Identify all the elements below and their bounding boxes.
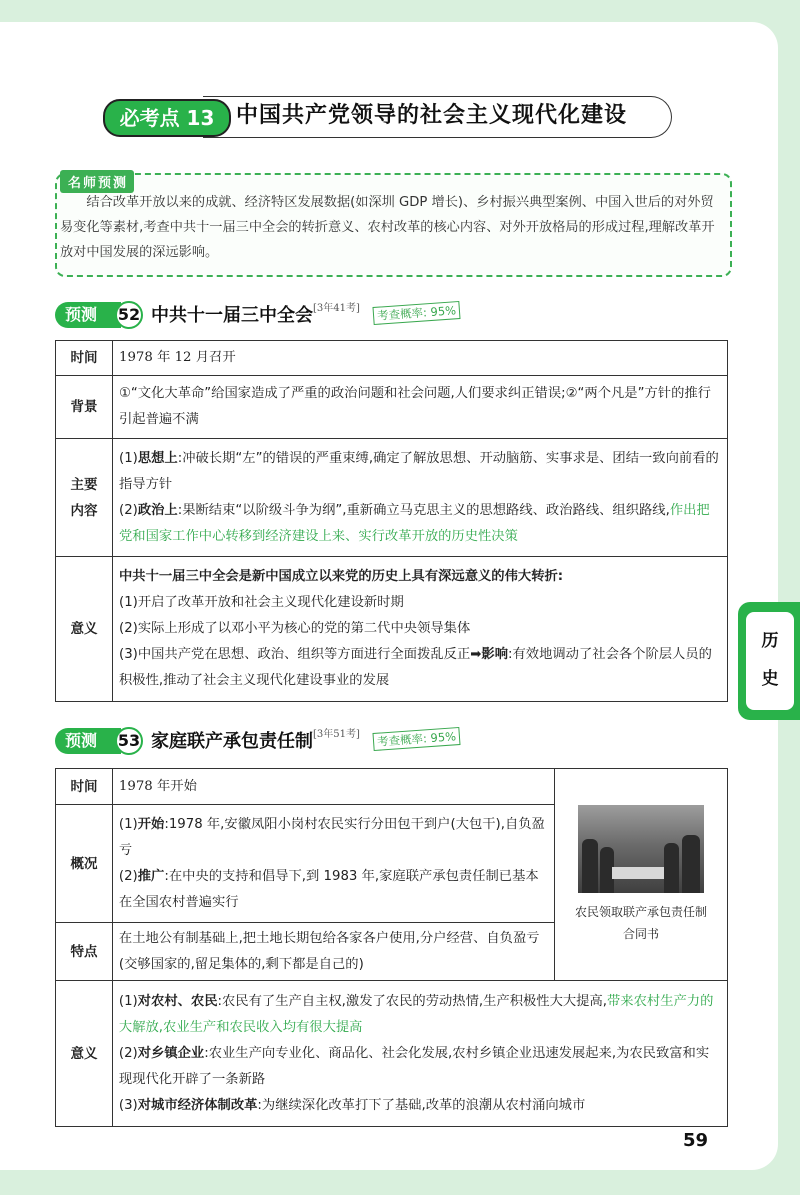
row-content: 1978 年开始 — [112, 769, 554, 805]
overview-item-1: (1)开始:1978 年,安徽凤阳小岗村农民实行分田包干到户(大包干),自负盈亏 — [118, 816, 545, 858]
section-number: 53 — [115, 727, 143, 755]
overview-item-2: (2)推广:在中央的支持和倡导下,到 1983 年,家庭联产承包责任制已基本在全国农村普遍实行 — [118, 868, 539, 910]
significance-item-1: (1)开启了改革开放和社会主义现代化建设新时期 — [119, 595, 404, 610]
subject-side-tab — [738, 602, 800, 720]
topic-title — [103, 96, 676, 140]
table-row — [56, 439, 728, 557]
prediction-tag: 名师预测 — [60, 170, 134, 193]
row-label: 意义 — [56, 981, 113, 1127]
row-content — [112, 981, 727, 1127]
row-content: ①“文化大革命”给国家造成了严重的政治问题和社会问题,人们要求纠正错误;②“两个凡是”方针的推行引起普遍不满 — [113, 376, 728, 439]
page-number: 59 — [683, 1130, 709, 1151]
section-badge: 预测 — [55, 302, 121, 328]
section-52-header — [55, 302, 495, 330]
topic-badge: 必考点 13 — [103, 99, 231, 137]
topic-heading: 中国共产党领导的社会主义现代化建设 — [236, 103, 628, 128]
table-row — [56, 769, 728, 805]
significance-lead: 中共十一届三中全会是新中国成立以来党的历史上具有深远意义的伟大转折: — [119, 569, 564, 584]
section-title: 中共十一届三中全会 — [151, 305, 313, 326]
exam-frequency: [3年41考] — [313, 303, 360, 314]
row-content: 1978 年 12 月召开 — [113, 341, 728, 376]
row-label: 概况 — [56, 805, 113, 923]
section-badge: 预测 — [55, 728, 121, 754]
row-label: 主要内容 — [56, 439, 113, 557]
exam-probability-stamp: 考查概率: 95% — [372, 727, 460, 751]
significance-item-2: (2)对乡镇企业:农业生产向专业化、商品化、社会化发展,农村乡镇企业迅速发展起来,为农民致富和实现现代化开辟了一条新路 — [118, 1045, 710, 1087]
row-label: 时间 — [56, 341, 113, 376]
content-item-2: (2)政治上:果断结束“以阶级斗争为纲”,重新确立马克思主义的思想路线、政治路线、组织路线,作出把党和国家工作中心转移到经济建设上来、实行改革开放的历史性决策 — [119, 502, 710, 544]
exam-frequency: [3年51考] — [313, 729, 360, 740]
section-53-table — [55, 768, 728, 1127]
row-label: 特点 — [56, 923, 113, 981]
exam-probability-stamp: 考查概率: 95% — [372, 301, 460, 325]
content-item-1: (1)思想上:冲破长期“左”的错误的严重束缚,确定了解放思想、开动脑筋、实事求是、团结一致向前看的指导方针 — [119, 450, 719, 492]
table-row — [56, 341, 728, 376]
section-52-table — [55, 340, 728, 702]
table-row — [56, 557, 728, 702]
photo-cell — [555, 769, 728, 981]
side-tab-char: 历 — [761, 631, 779, 651]
photo-caption: 农民领取联产承包责任制合同书 — [575, 904, 708, 941]
side-tab-label — [746, 612, 794, 710]
significance-item-3: (3)对城市经济体制改革:为继续深化改革打下了基础,改革的浪潮从农村涌向城市 — [118, 1097, 586, 1113]
row-content: 在土地公有制基础上,把土地长期包给各家各户使用,分户经营、自负盈亏(交够国家的,留足集体的,剩下都是自己的) — [112, 923, 554, 981]
section-number: 52 — [115, 301, 143, 329]
row-label: 时间 — [56, 769, 113, 805]
row-label: 背景 — [56, 376, 113, 439]
section-53-header — [55, 728, 515, 756]
section-title: 家庭联产承包责任制 — [151, 731, 313, 752]
significance-item-1: (1)对农村、农民:农民有了生产自主权,激发了农民的劳动热情,生产积极性大大提高,带来农村生产力的大解放,农业生产和农民收入均有很大提高 — [118, 993, 714, 1035]
table-row — [56, 376, 728, 439]
arrow-right-icon: ➡ — [470, 647, 482, 662]
farmers-photo — [578, 805, 704, 893]
prediction-text: 结合改革开放以来的成就、经济特区发展数据(如深圳 GDP 增长)、乡村振兴典型案例、中国入世后的对外贸易变化等素材,考查中共十一届三中全会的转折意义、农村改革的核心内容、对外开放格局的形成过程,理解改革开放对中国发展的深远影响。 — [60, 195, 715, 260]
row-content — [112, 805, 554, 923]
side-tab-char: 史 — [761, 669, 779, 689]
row-label: 意义 — [56, 557, 113, 702]
significance-item-2: (2)实际上形成了以邓小平为核心的党的第二代中央领导集体 — [119, 621, 471, 636]
significance-item-3: (3)中国共产党在思想、政治、组织等方面进行全面拨乱反正➡影响:有效地调动了社会各个阶层人员的积极性,推动了社会主义现代化建设事业的发展 — [119, 647, 712, 688]
row-content — [113, 439, 728, 557]
table-row — [56, 981, 728, 1127]
row-content — [113, 557, 728, 702]
